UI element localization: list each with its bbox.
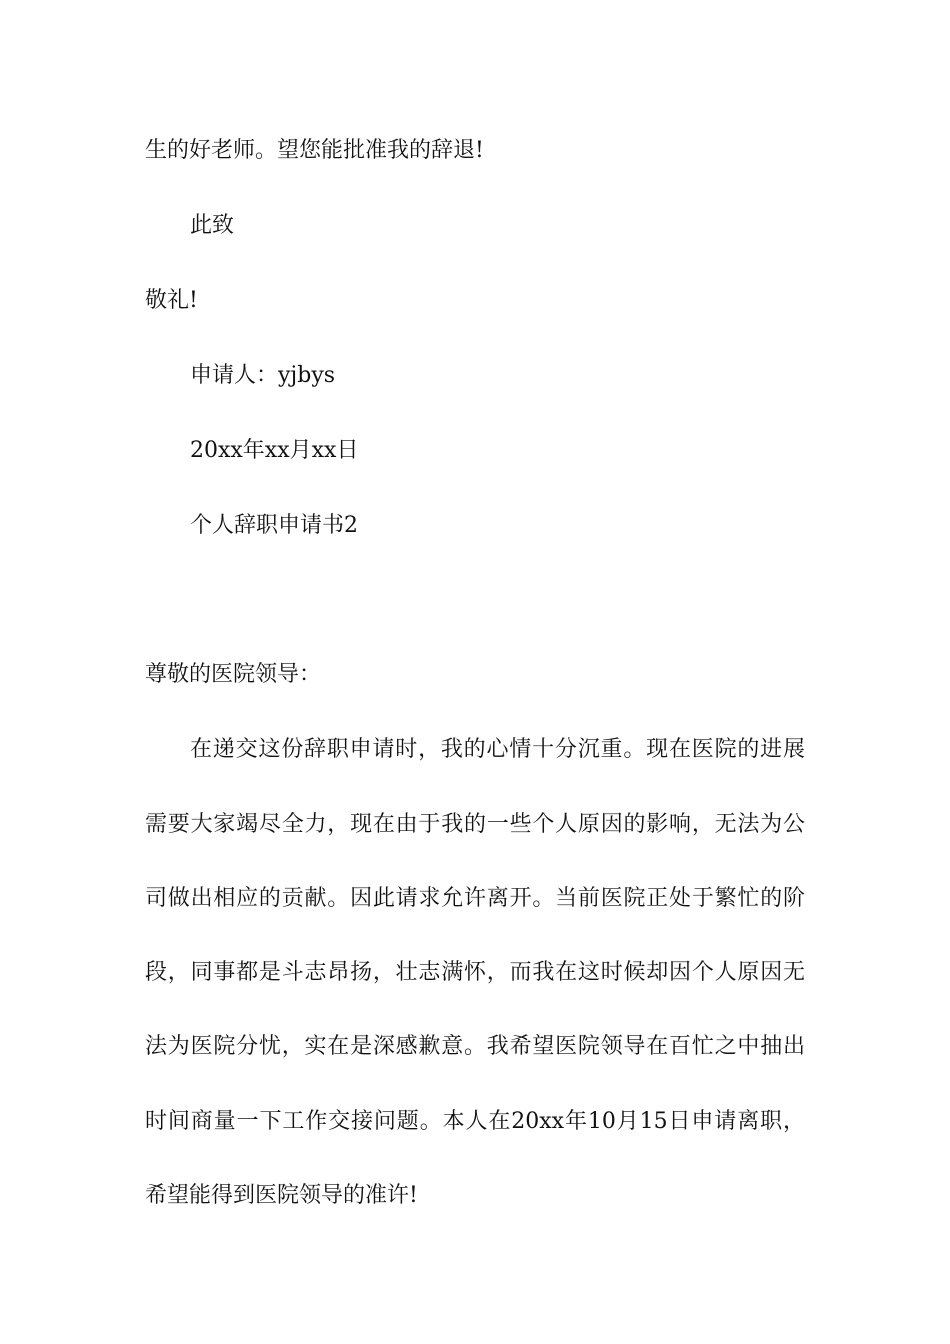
body-line: 法为医院分忧，实在是深感歉意。我希望医院领导在百忙之中抽出 <box>145 1034 805 1059</box>
applicant-line: 申请人：yjbys <box>190 363 336 388</box>
body-line: 在递交这份辞职申请时，我的心情十分沉重。现在医院的进展 <box>190 737 805 762</box>
section-title: 个人辞职申请书2 <box>190 513 358 538</box>
body-line: 司做出相应的贡献。因此请求允许离开。当前医院正处于繁忙的阶 <box>145 886 805 911</box>
greeting-line: 尊敬的医院领导： <box>145 662 322 687</box>
body-line: 需要大家竭尽全力，现在由于我的一些个人原因的影响，无法为公 <box>145 812 805 837</box>
date-line: 20xx年xx月xx日 <box>190 438 359 463</box>
salutation-close: 敬礼! <box>145 288 198 313</box>
body-line: 时间商量一下工作交接问题。本人在20xx年10月15日申请离职， <box>145 1109 805 1134</box>
body-line: 希望能得到医院领导的准许! <box>145 1183 418 1208</box>
body-line: 段，同事都是斗志昂扬，壮志满怀，而我在这时候却因个人原因无 <box>145 960 805 985</box>
closing-line: 生的好老师。望您能批准我的辞退! <box>145 138 484 163</box>
salutation-open: 此致 <box>190 213 235 238</box>
